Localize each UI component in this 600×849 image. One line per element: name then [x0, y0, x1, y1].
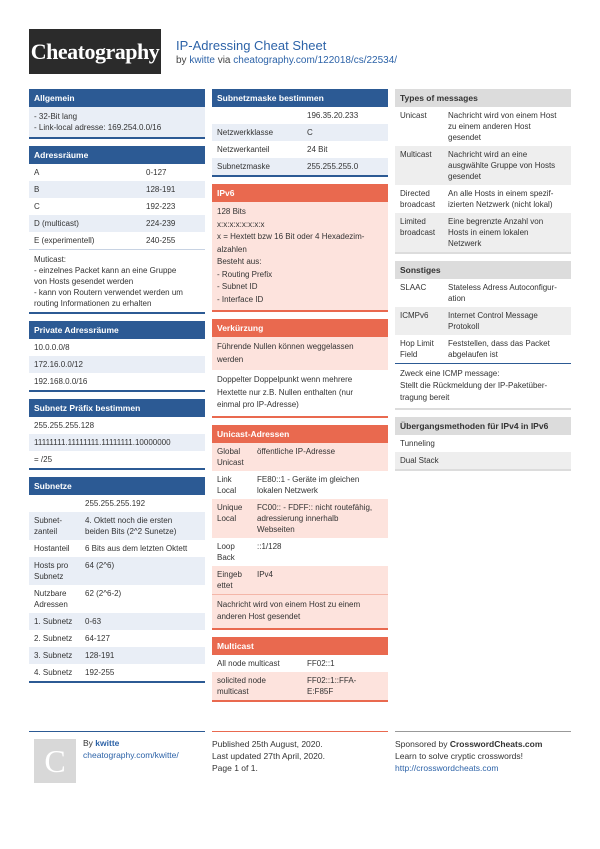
row-value: IPv4 [257, 569, 274, 579]
table-row [212, 158, 388, 175]
row-key: Hop Limit Field [400, 339, 434, 359]
footer-author [29, 731, 205, 779]
section-sonstiges [395, 261, 571, 410]
section-title: IPv6 [212, 184, 388, 202]
table-row [212, 471, 388, 499]
row-key: SLAAC [400, 283, 427, 292]
row-value: FE80::1 - Geräte im gleichen lokalen Netzwerk [257, 474, 360, 495]
via-text: via [217, 55, 231, 66]
row-value: 240-255 [146, 236, 176, 245]
row-value: Tunneling [400, 439, 435, 448]
table-row [212, 107, 388, 124]
note-line: Führende Nullen können weggelassen [217, 342, 354, 351]
section-title: Verkürzung [212, 319, 388, 337]
note-line: Besteht aus: [217, 257, 262, 266]
table-row [29, 417, 205, 434]
row-value: 11111111.11111111.11111111.10000000 [34, 438, 171, 447]
section-adressraeume [29, 146, 205, 314]
note [212, 594, 388, 628]
note-line: Nachricht wird von einem Host zu einem [217, 599, 361, 609]
table-row [29, 647, 205, 664]
row-value: 0-127 [146, 168, 167, 177]
note-line: 128 Bits [217, 207, 246, 216]
row-value: 192-255 [85, 668, 115, 677]
sponsor-name[interactable]: CrosswordCheats.com [449, 739, 543, 749]
row-value: Stateless Adress Autoconfigur- ation [448, 283, 557, 303]
row-key: E (experimentell) [34, 236, 95, 245]
section-private-adressraeume [29, 321, 205, 392]
section-unicast [212, 425, 388, 630]
row-value: 128-191 [85, 651, 115, 660]
section-title: Subnetzmaske bestimmen [212, 89, 388, 107]
section-title: Multicast [212, 637, 388, 655]
section-subnetze [29, 477, 205, 683]
table-row [29, 585, 205, 613]
table-row [29, 495, 205, 512]
table-row [395, 185, 571, 213]
row-value: 4. Oktett noch die ersten beiden Bits (2^2 Sunetze) [85, 516, 177, 536]
table-row [29, 540, 205, 557]
note-line: - Routing Prefix [217, 269, 273, 279]
note-line: x:x:x:x:x:x:x:x [217, 219, 265, 229]
section-title: Sonstiges [395, 261, 571, 279]
note-line: x = Hextett bzw 16 Bit oder 4 Hexadezim- [217, 232, 365, 241]
table-row [29, 434, 205, 451]
row-value: FC00:: - FDFF:: nicht routefähig, adressierung innerhalb Webseiten [257, 502, 373, 534]
table-row [29, 215, 205, 232]
by-prefix: by [176, 55, 187, 66]
row-value: Internet Control Message Protokoll [448, 311, 538, 331]
note [395, 363, 571, 408]
row-key: ICMPv6 [400, 311, 429, 320]
row-key: 3. Subnetz [34, 651, 73, 660]
row-key: Netzwerkklasse [217, 128, 274, 137]
note-line: Muticast: [34, 255, 67, 264]
footer-sponsor [395, 731, 571, 774]
table-row [395, 279, 571, 307]
by-label: By [83, 738, 93, 748]
section-subnetzmaske [212, 89, 388, 177]
note-line: Zweck eine ICMP message: [400, 369, 500, 378]
table-row [212, 124, 388, 141]
cheatography-logo[interactable]: Cheatography [29, 29, 161, 74]
avatar: C [34, 739, 76, 783]
note [212, 202, 388, 310]
row-value: C [307, 128, 313, 137]
updated-date: Last updated 27th April, 2020. [212, 751, 325, 761]
row-key: Subnetzmaske [217, 162, 270, 171]
table-row [29, 557, 205, 585]
table-row [29, 339, 205, 356]
row-value: FF02::1 [307, 658, 335, 668]
row-key: Link Local [217, 474, 237, 495]
section-title: Adressräume [29, 146, 205, 164]
note-line: Doppelter Doppelpunkt wenn mehrere [217, 375, 353, 384]
sponsor-url[interactable]: http://crosswordcheats.com [395, 763, 499, 773]
note [212, 337, 388, 370]
row-key: solicited node multicast [217, 675, 266, 696]
row-key: Global Unicast [217, 446, 244, 467]
table-row [395, 335, 571, 363]
table-row [395, 435, 571, 452]
row-key: Nutzbare Adressen [34, 589, 68, 609]
page-number: Page 1 of 1. [212, 763, 258, 773]
row-value: 172.16.0.0/12 [34, 360, 83, 369]
note [29, 249, 205, 312]
table-row [29, 613, 205, 630]
note-line: - kann von Routern verwendet werden um [34, 288, 183, 297]
note-line: tragung bereit [400, 393, 450, 402]
row-key: Subnet- zanteil [34, 516, 63, 536]
footer-dates [212, 731, 388, 774]
row-value: 10.0.0.0/8 [34, 343, 70, 352]
row-key: D (multicast) [34, 219, 79, 228]
row-value: Feststellen, dass das Packet abgelaufen ist [448, 339, 550, 359]
row-key: Unicast [400, 111, 427, 120]
section-types-of-messages [395, 89, 571, 254]
section-subnetz-praefix [29, 399, 205, 470]
section-title: Subnetz Präfix bestimmen [29, 399, 205, 417]
table-row [29, 664, 205, 681]
row-key [217, 110, 307, 121]
section-title: Types of messages [395, 89, 571, 107]
row-value: öffentliche IP-Adresse [257, 446, 336, 456]
table-row [212, 566, 388, 594]
note-line: einmal pro IP-Adresse) [217, 400, 299, 409]
row-key: 4. Subnetz [34, 668, 73, 677]
table-row [212, 672, 388, 700]
row-value: FF02::1::FFA- E:F85F [307, 675, 357, 696]
table-row [29, 512, 205, 540]
note-line: werden [217, 354, 244, 364]
row-value: 196.35.20.233 [307, 111, 359, 120]
row-value: 6 Bits aus dem letzten Oktett [85, 544, 188, 553]
row-key: Eingeb ettet [217, 569, 242, 590]
table-row [29, 164, 205, 181]
table-row [29, 232, 205, 249]
table-row [212, 141, 388, 158]
note-line: alzahlen [217, 244, 247, 254]
row-value: 128-191 [146, 185, 176, 194]
table-row [395, 452, 571, 469]
table-row [395, 307, 571, 335]
section-verkuerzung [212, 319, 388, 418]
row-value: 224-239 [146, 219, 176, 228]
published-date: Published 25th August, 2020. [212, 739, 323, 749]
row-value: 62 (2^6-2) [85, 589, 122, 598]
table-row [29, 181, 205, 198]
section-multicast [212, 637, 388, 702]
table-row [212, 499, 388, 538]
row-value: = /25 [34, 455, 53, 464]
row-key: Netzwerkanteil [217, 145, 270, 154]
note-line: von Hosts gesendet werden [34, 277, 134, 286]
column-3 [395, 89, 571, 478]
note-line: - 32-Bit lang [34, 112, 78, 121]
note-line: - Interface ID [217, 294, 264, 304]
table-row [212, 538, 388, 566]
table-row [29, 198, 205, 215]
row-value: 255.255.255.128 [34, 421, 95, 430]
row-value: Dual Stack [400, 456, 439, 465]
row-value: 255.255.255.192 [85, 499, 146, 508]
section-allgemein [29, 89, 205, 139]
section-uebergangsmethoden [395, 417, 571, 471]
row-key: Limited broadcast [400, 217, 436, 237]
note [29, 107, 205, 137]
row-key: Loop Back [217, 541, 235, 562]
row-value: An alle Hosts in einem spezif- izierten Netzwerk (nicht lokal) [448, 189, 554, 209]
row-key: C [34, 202, 40, 211]
row-key: Hostanteil [34, 544, 70, 553]
table [29, 164, 205, 249]
row-key: B [34, 185, 40, 194]
row-value: 255.255.255.0 [307, 162, 359, 171]
table-row [29, 451, 205, 468]
row-key: Multicast [400, 150, 432, 159]
table-row [395, 213, 571, 252]
row-key: Directed broadcast [400, 189, 436, 209]
table-row [395, 146, 571, 185]
section-title: Allgemein [29, 89, 205, 107]
section-title: Unicast-Adressen [212, 425, 388, 443]
column-2 [212, 89, 388, 709]
row-value: 192.168.0.0/16 [34, 377, 88, 386]
table-row [29, 373, 205, 390]
byline [176, 55, 397, 66]
note-line: Hextette nur z.B. Nullen enthalten (nur [217, 387, 354, 397]
table-row [29, 356, 205, 373]
author-link[interactable]: kwitte [189, 55, 215, 66]
row-key: A [34, 168, 40, 177]
note-line: routing Informationen zu erhalten [34, 299, 152, 308]
row-value: Nachricht wird an eine ausgwählte Gruppe von Hosts gesendet [448, 150, 556, 181]
table-row [395, 107, 571, 146]
note-line: - einzelnes Packet kann an eine Gruppe [34, 266, 177, 275]
sponsor-prefix: Sponsored by [395, 739, 448, 749]
row-key [34, 498, 85, 509]
row-value: 192-223 [146, 202, 176, 211]
row-key: 2. Subnetz [34, 634, 73, 643]
row-value: Eine begrenzte Anzahl von Hosts in einem lokalen Netzwerk [448, 217, 544, 248]
row-value: ::1/128 [257, 541, 282, 551]
section-title: Übergangsmethoden für IPv4 in IPv6 [395, 417, 571, 435]
row-value: 64-127 [85, 634, 110, 643]
section-title: Private Adressräume [29, 321, 205, 339]
page-title: IP-Adressing Cheat Sheet [176, 38, 327, 53]
footer-author-url[interactable]: cheatography.com/kwitte/ [83, 750, 179, 760]
section-title: Subnetze [29, 477, 205, 495]
footer-author-link[interactable]: kwitte [95, 738, 120, 748]
row-key: 1. Subnetz [34, 617, 73, 626]
table-row [29, 630, 205, 647]
row-value: 0-63 [85, 617, 102, 626]
row-value: Nachricht wird von einem Host zu einem anderen Host gesendet [448, 111, 557, 142]
note-line: - Link-local adresse: 169.254.0.0/16 [34, 123, 162, 132]
column-1 [29, 89, 205, 690]
row-key: Unique Local [217, 502, 243, 523]
row-value: 24 Bit [307, 145, 328, 154]
sheet-url-link[interactable]: cheatography.com/122018/cs/22534/ [233, 55, 398, 66]
table-row [212, 655, 388, 672]
sponsor-tagline: Learn to solve cryptic crosswords! [395, 751, 524, 761]
table-row [212, 443, 388, 471]
row-key: All node multicast [217, 658, 280, 668]
note [212, 370, 388, 416]
note-line: - Subnet ID [217, 282, 258, 291]
row-value: 64 (2^6) [85, 561, 115, 570]
note-line: anderen Host gesendet [217, 612, 301, 621]
note-line: Stellt die Rückmeldung der IP-Paketüber- [400, 381, 548, 390]
row-key: Hosts pro Subnetz [34, 561, 69, 581]
section-ipv6 [212, 184, 388, 312]
